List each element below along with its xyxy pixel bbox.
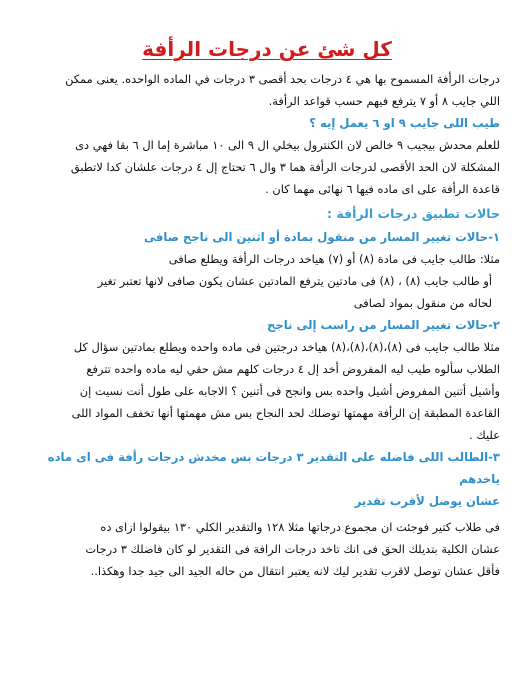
answer-line: المشكلة لان الحد الأقصى لدرجات الرأفة هما ٣ وال ٦ تحتاج إل ٤ درجات علشان كدا لاتطبق — [70, 160, 500, 174]
case2-heading: ٢-حالات تغيير المسار من راسب إلى ناجح — [266, 318, 500, 332]
case2-line: الطلاب سألوه طيب ليه المفروض أخد إل ٤ درجات كلهم مش حقي ليه ماده واحده تترفع — [86, 362, 500, 376]
case2-line: القاعدة المطبقة إن الرأفة مهمتها توصلك لحد النجاح بس مش مهمتها أنها تخفف المواد اللى — [71, 406, 500, 420]
case1-line: مثلا: طالب جايب فى مادة (٨) أو (٧) هياخد درجات الرأفة ويطلع صافى — [168, 252, 500, 266]
case3-line: فأقل عشان توصل لاقرب تقدير ليك لانه يعتبر انتقال من حاله الجيد الى جيد جدا وهكذا.. — [90, 564, 500, 578]
case3-heading: ٣-الطالب اللى فاضله على التقدير ٣ درجات بس مخدش درجات رأفة فى اى ماده ياخدهم — [47, 450, 500, 486]
case2-line: عليك . — [469, 428, 500, 442]
intro-line: درجات الرأفة المسموح بها هي ٤ درجات بحد أقصى ٣ درجات في الماده الواحده. يعنى ممكن — [65, 72, 500, 86]
cases-heading: حالات تطبيق درجات الرأفة : — [327, 206, 500, 221]
question-heading: طيب اللى جايب ٩ او ٦ يعمل إيه ؟ — [309, 116, 500, 130]
document-page — [34, 36, 500, 582]
case1-line: لحاله من منقول بمواد لصافى — [353, 296, 492, 310]
case3-line: عشان الكلية بتديلك الحق فى انك تاخد درجات الرافة فى التقدير لو كان فاضلك ٣ درجات — [85, 542, 500, 556]
intro-line: اللي جايب ٨ أو ٧ يترفع فيهم حسب قواعد الرأفة. — [268, 94, 500, 108]
case1-line: أو طالب جايب (٨) ، (٨) فى مادتين يترفع المادتين عشان يكون صافى لانها تعتبر تغير — [97, 274, 492, 288]
case3-heading: عشان يوصل لأقرب تقدير — [354, 494, 500, 508]
case2-line: وأشيل أتنين المفروض أشيل واحده بس وانجح فى أتنين ؟ الاجابه على طول أنت نسيت إن — [79, 384, 500, 398]
page-title: كل شئ عن درجات الرأفة — [142, 37, 392, 61]
answer-line: قاعدة الرأفة على اى ماده فيها ٦ نهائى مهما كان . — [265, 182, 500, 196]
case1-heading: ١-حالات تغيير المسار من منقول بمادة أو اثنين الى ناجح صافى — [144, 230, 500, 244]
answer-line: للعلم محدش بيجيب ٩ خالص لان الكنترول بيخلي ال ٩ الى ١٠ مباشرة إما ال ٦ بقا فهي دى — [75, 138, 500, 152]
case2-line: مثلا طالب جايب فى (٨)،(٨)،(٨)،(٨) هياخد درجتين فى ماده واحده ويطلع بمادتين سؤال كل — [73, 340, 500, 354]
case3-line: فى طلاب كتير فوجئت ان مجموع درجاتها مثلا ١٢٨ والتقدير الكلي ١٣٠ بيقولوا ازاى ده — [100, 520, 500, 534]
